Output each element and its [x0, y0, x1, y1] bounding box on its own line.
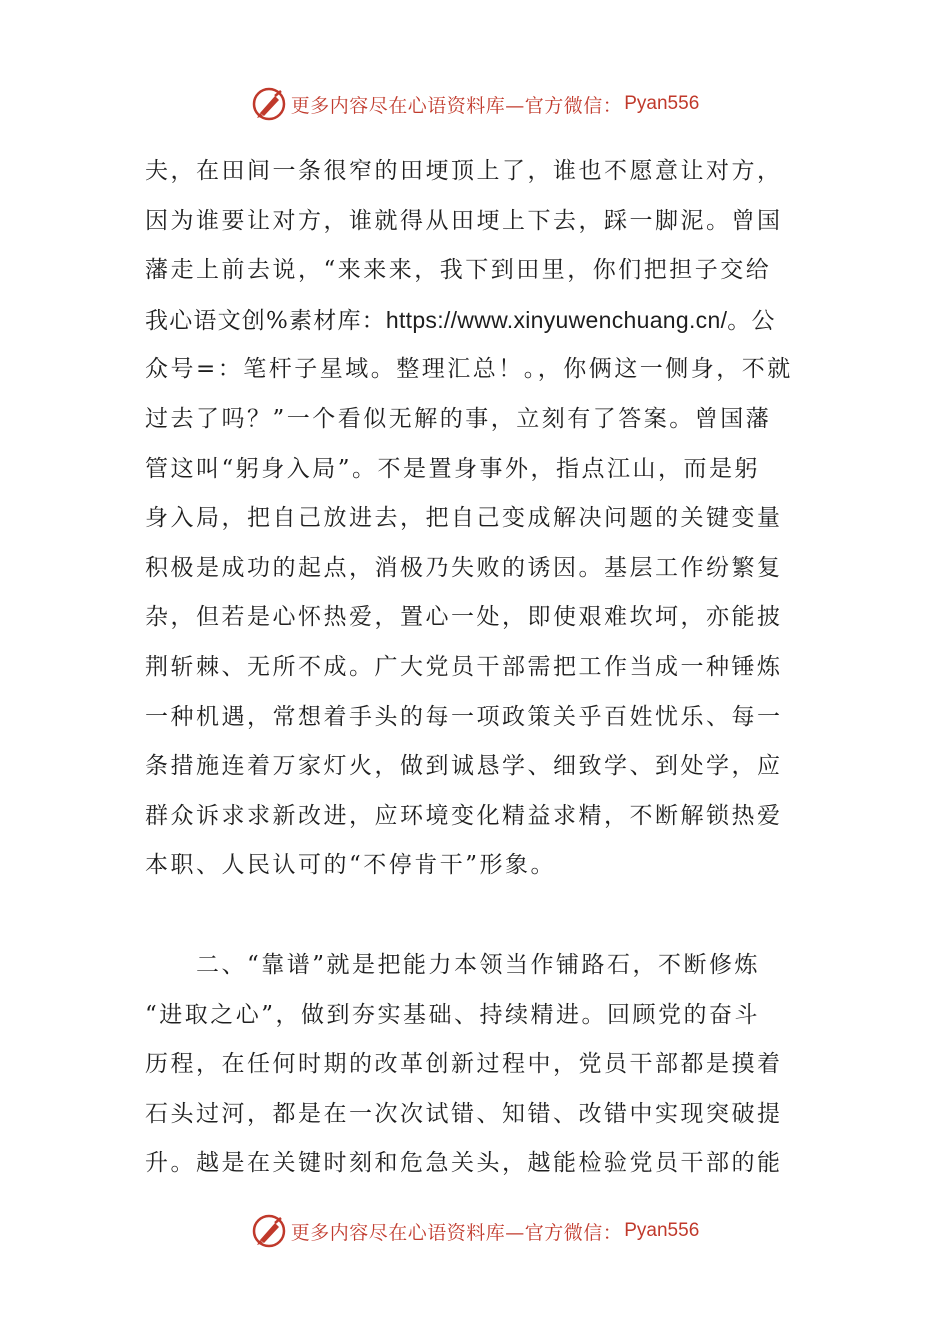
text-line: 夫，在田间一条很窄的田埂顶上了，谁也不愿意让对方， [145, 158, 783, 184]
text-line: 身入局，把自己放进去，把自己变成解决问题的关键变量 [145, 505, 783, 532]
text-line: 荆斩棘、无所不成。广大党员干部需把工作当成一种锤炼 [145, 653, 783, 680]
document-body [145, 147, 810, 1189]
text-line: 藩走上前去说，“来来来，我下到田里，你们把担子交给 [145, 257, 772, 284]
paragraph-spacer [145, 891, 810, 941]
text-line: 历程，在任何时期的改革创新过程中，党员干部都是摸着 [145, 1051, 783, 1078]
text-line: 因为谁要让对方，谁就得从田埂上下去，踩一脚泥。曾国 [145, 207, 783, 234]
text-segment: 我心语文创%素材库： [145, 307, 386, 334]
text-line: 升。越是在关键时刻和危急关头，越能检验党员干部的能 [145, 1150, 783, 1177]
text-line: “进取之心”，做到夯实基础、持续精进。回顾党的奋斗 [145, 1001, 761, 1028]
text-line: 石头过河，都是在一次次试错、知错、改错中实现突破提 [145, 1100, 783, 1127]
text-line: 杂，但若是心怀热爱，置心一处，即使艰难坎坷，亦能披 [145, 604, 783, 631]
text-segment: 。公 [727, 307, 776, 334]
text-line: 积极是成功的起点，消极乃失败的诱因。基层工作纷繁复 [145, 554, 783, 581]
source-url: https://www.xinyuwenchuang.cn/ [385, 306, 728, 333]
text-line: 众号=：笔杆子星域。整理汇总！。，你俩这一侧身，不就 [145, 356, 793, 383]
text-line: 条措施连着万家灯火，做到诚恳学、细致学、到处学，应 [145, 753, 783, 780]
header-banner [0, 84, 950, 124]
text-line: 过去了吗？”一个看似无解的事，立刻有了答案。曾国藩 [145, 405, 772, 432]
banner-text: 更多内容尽在心语资料库—官方微信： [290, 1221, 623, 1244]
banner-wechat-id: Pyan556 [624, 93, 700, 114]
paragraph-1 [145, 147, 810, 891]
text-line: 管这叫“躬身入局”。不是置身事外，指点江山，而是躬 [145, 455, 761, 482]
pen-nib-logo-icon [251, 1213, 287, 1249]
text-line-with-url [145, 296, 810, 346]
text-line: 本职、人民认可的“不停肯干”形象。 [145, 852, 557, 879]
text-line: 二、“靠谱”就是把能力本领当作铺路石，不断修炼 [196, 951, 761, 978]
paragraph-2 [145, 941, 810, 1189]
text-line: 群众诉求求新改进，应环境变化精益求精，不断解锁热爱 [145, 802, 783, 829]
text-line: 一种机遇，常想着手头的每一项政策关乎百姓忧乐、每一 [145, 703, 783, 730]
pen-nib-logo-icon [251, 86, 287, 122]
footer-banner [0, 1211, 950, 1251]
banner-wechat-id: Pyan556 [624, 1220, 700, 1241]
banner-text: 更多内容尽在心语资料库—官方微信： [290, 94, 623, 117]
